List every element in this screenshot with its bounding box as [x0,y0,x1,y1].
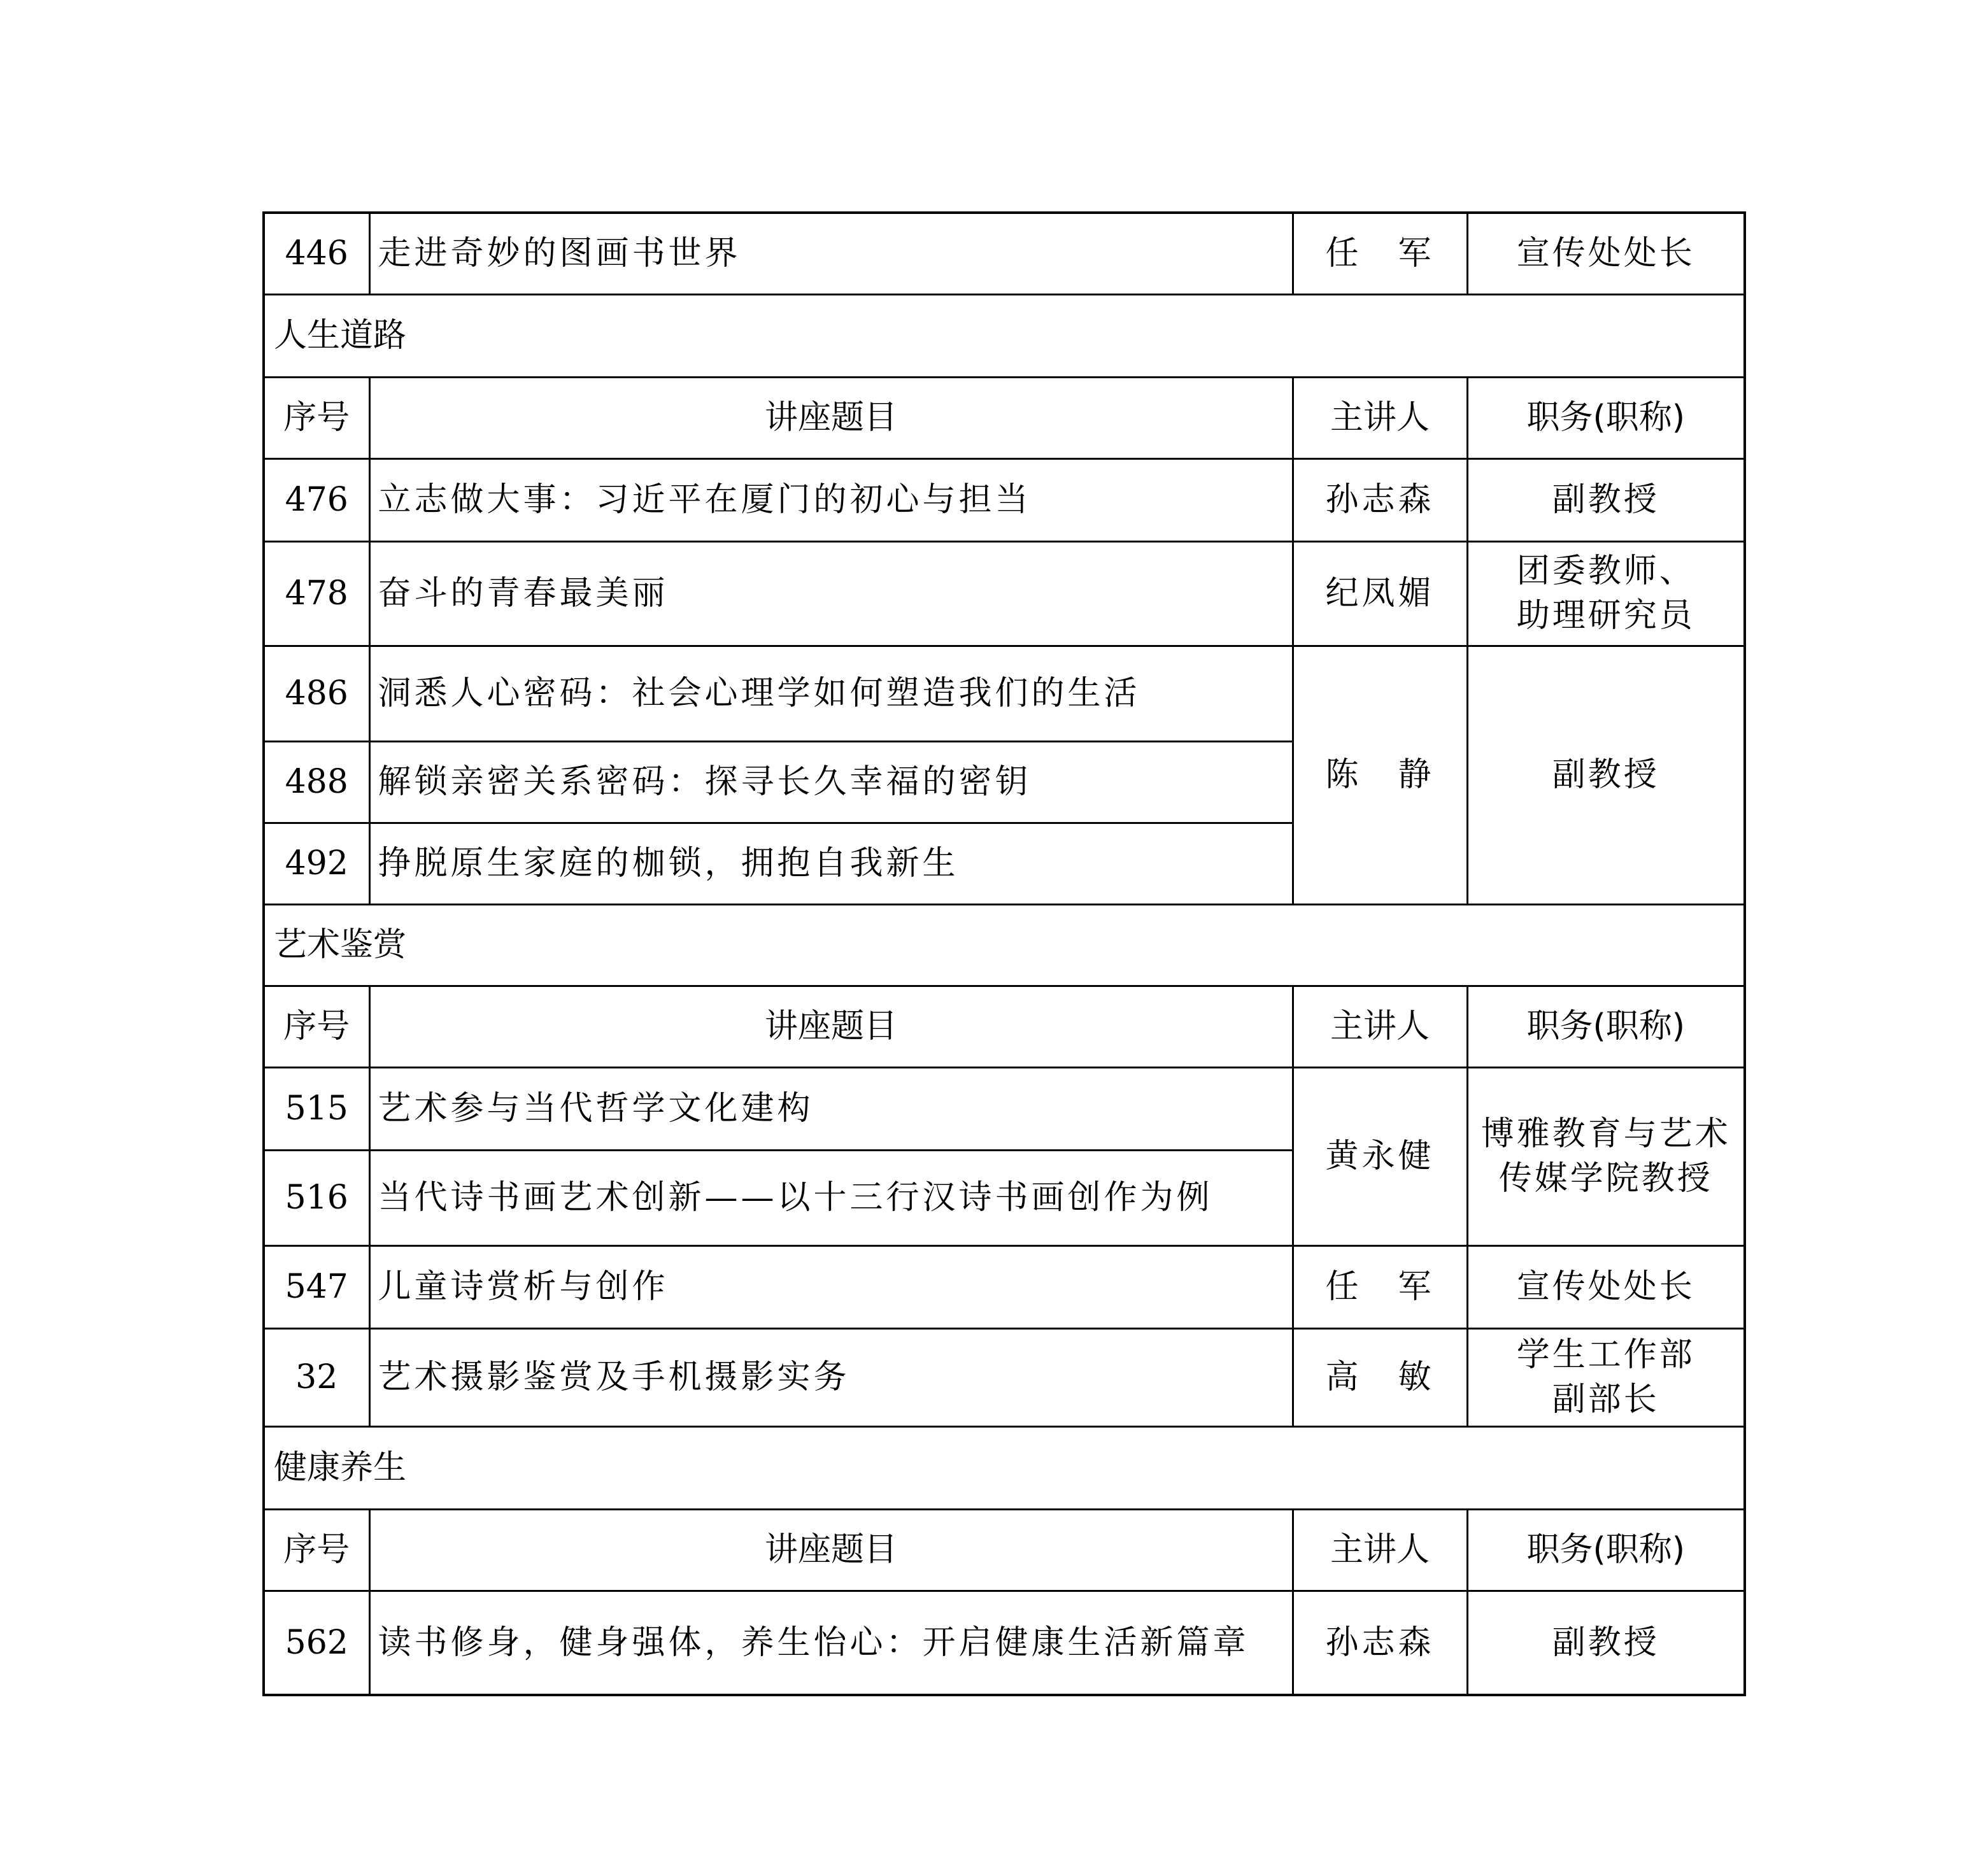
lecture-title: 儿童诗赏析与创作 [369,1245,1293,1328]
row-number: 478 [264,541,369,646]
lecture-title: 奋斗的青春最美丽 [369,541,1293,646]
speaker-position [1467,541,1745,646]
speaker-name: 黄永健 [1293,1067,1467,1245]
table-row [264,1591,1745,1695]
column-header-row [264,377,1745,458]
section-title: 健康养生 [264,1426,1745,1509]
header-speaker: 主讲人 [1293,986,1467,1067]
header-title: 讲座题目 [369,1509,1293,1591]
row-number: 446 [264,213,369,294]
row-number: 547 [264,1245,369,1328]
table-row [264,1245,1745,1328]
lecture-title: 立志做大事：习近平在厦门的初心与担当 [369,458,1293,541]
header-number: 序号 [264,1509,369,1591]
row-number: 516 [264,1150,369,1245]
header-speaker: 主讲人 [1293,1509,1467,1591]
section-header-row [264,294,1745,377]
speaker-name: 任 军 [1293,1245,1467,1328]
header-title: 讲座题目 [369,986,1293,1067]
position-line: 学生工作部 [1516,1336,1695,1374]
header-position: 职务(职称) [1467,986,1745,1067]
lecture-table [262,211,1746,1696]
section-header-row [264,1426,1745,1509]
header-number: 序号 [264,986,369,1067]
lecture-title: 艺术摄影鉴赏及手机摄影实务 [369,1328,1293,1426]
lecture-title: 读书修身，健身强体，养生怡心：开启健康生活新篇章 [369,1591,1293,1695]
table-row [264,458,1745,541]
lecture-title: 当代诗书画艺术创新——以十三行汉诗书画创作为例 [369,1150,1293,1245]
speaker-position [1467,1067,1745,1245]
position-line: 副部长 [1552,1380,1659,1419]
section-header-row [264,904,1745,986]
speaker-position: 宣传处处长 [1467,1245,1745,1328]
row-number: 32 [264,1328,369,1426]
row-number: 476 [264,458,369,541]
row-number: 562 [264,1591,369,1695]
speaker-name: 任 军 [1293,213,1467,294]
row-number: 488 [264,741,369,823]
speaker-position: 宣传处处长 [1467,213,1745,294]
speaker-name: 孙志森 [1293,458,1467,541]
row-number: 515 [264,1067,369,1150]
table-row [264,541,1745,646]
section-title: 人生道路 [264,294,1745,377]
lecture-title: 挣脱原生家庭的枷锁，拥抱自我新生 [369,823,1293,904]
position-line: 传媒学院教授 [1498,1159,1713,1198]
lecture-title: 洞悉人心密码：社会心理学如何塑造我们的生活 [369,646,1293,741]
lecture-table-page [262,211,1743,1696]
row-number: 492 [264,823,369,904]
speaker-name: 孙志森 [1293,1591,1467,1695]
speaker-position: 副教授 [1467,1591,1745,1695]
speaker-position [1467,1328,1745,1426]
section-title: 艺术鉴赏 [264,904,1745,986]
lecture-title: 走进奇妙的图画书世界 [369,213,1293,294]
position-line: 博雅教育与艺术 [1480,1115,1731,1153]
speaker-position: 副教授 [1467,646,1745,904]
position-line: 助理研究员 [1516,597,1695,635]
speaker-name: 高 敏 [1293,1328,1467,1426]
position-line: 团委教师、 [1516,552,1695,590]
header-position: 职务(职称) [1467,1509,1745,1591]
table-row [264,646,1745,741]
column-header-row [264,986,1745,1067]
table-row [264,1067,1745,1150]
header-speaker: 主讲人 [1293,377,1467,458]
speaker-name: 陈 静 [1293,646,1467,904]
header-title: 讲座题目 [369,377,1293,458]
header-number: 序号 [264,377,369,458]
speaker-position: 副教授 [1467,458,1745,541]
speaker-name: 纪凤媚 [1293,541,1467,646]
column-header-row [264,1509,1745,1591]
lecture-title: 艺术参与当代哲学文化建构 [369,1067,1293,1150]
lecture-title: 解锁亲密关系密码：探寻长久幸福的密钥 [369,741,1293,823]
header-position: 职务(职称) [1467,377,1745,458]
table-row [264,1328,1745,1426]
table-row [264,213,1745,294]
row-number: 486 [264,646,369,741]
